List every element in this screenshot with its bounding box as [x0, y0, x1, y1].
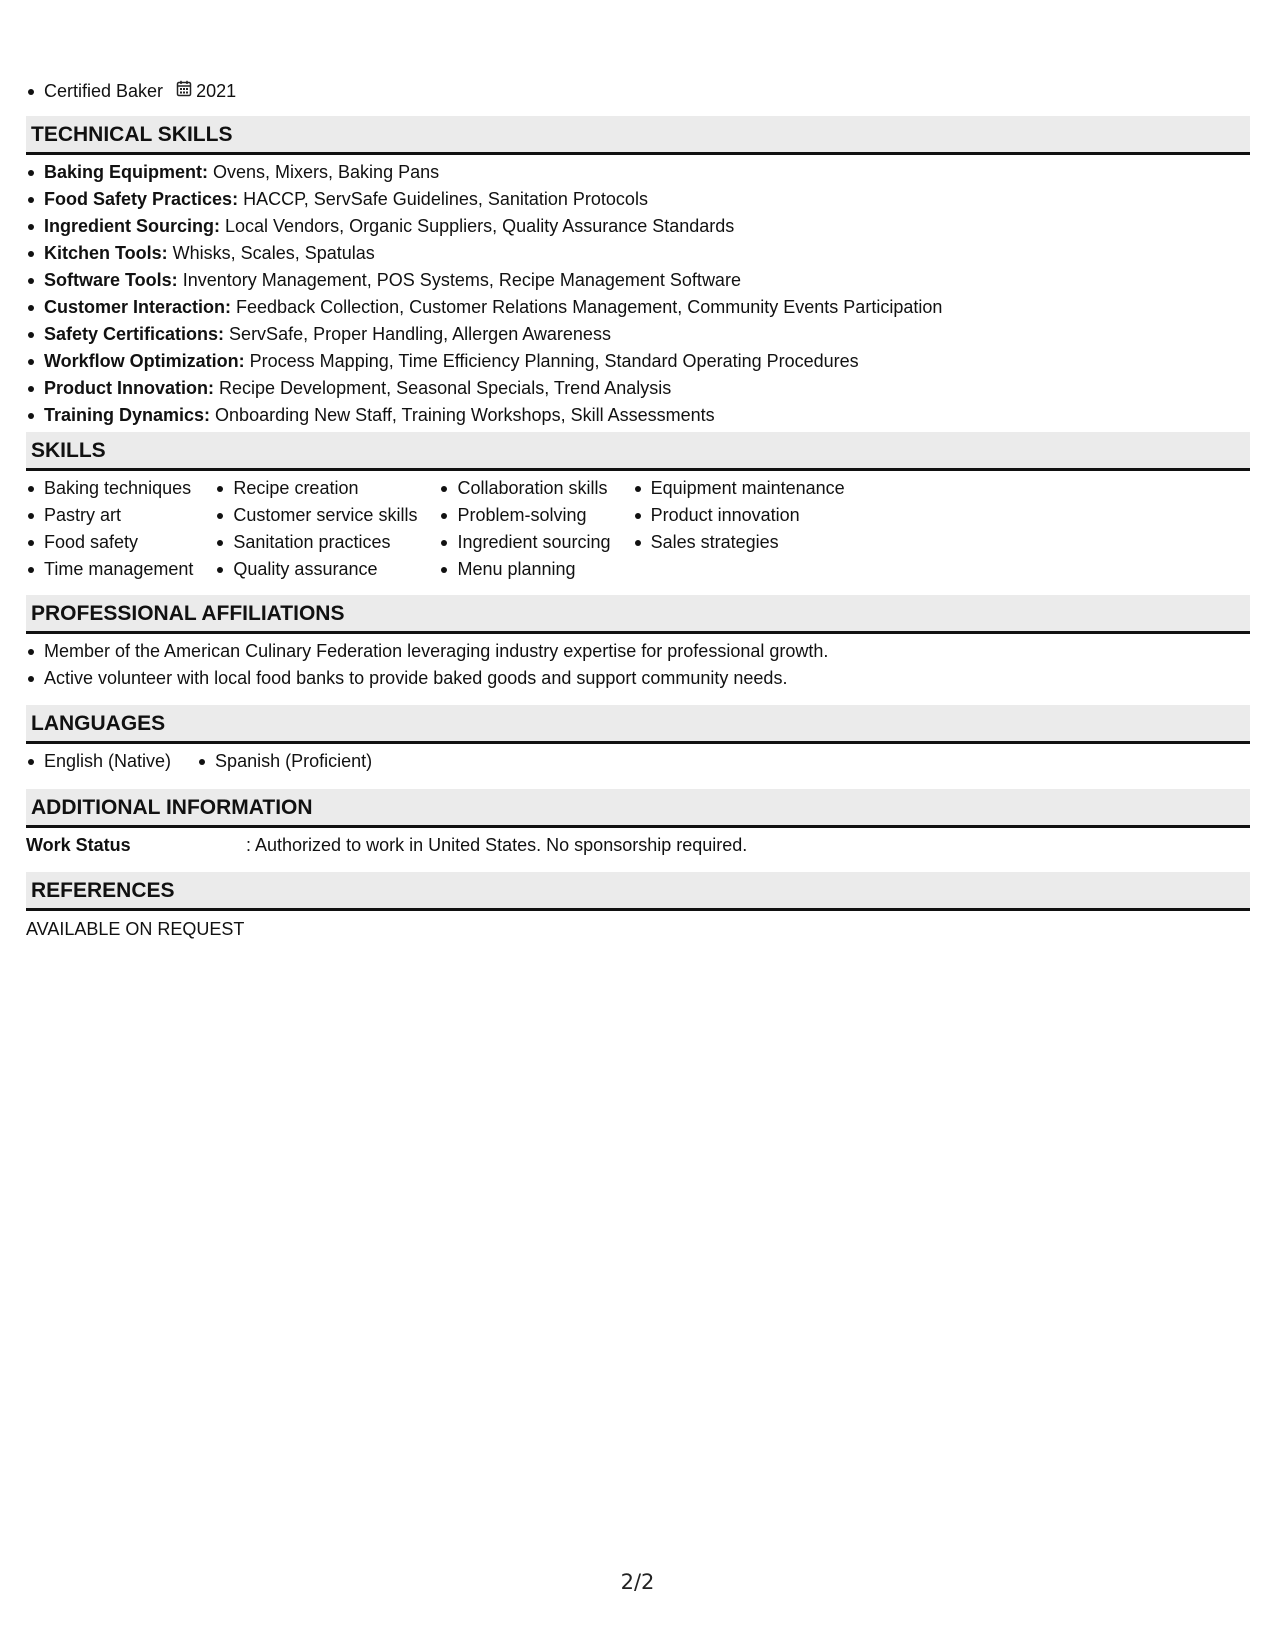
skills-heading: SKILLS [26, 432, 1250, 471]
skills-column-4 [633, 475, 845, 583]
list-item: Menu planning [439, 556, 610, 583]
list-item: Baking techniques [26, 475, 193, 502]
certification-year: 2021 [196, 81, 237, 101]
list-item: Workflow Optimization: Process Mapping, Time Efficiency Planning, Standard Operating Procedures [26, 348, 942, 375]
list-item: Active volunteer with local food banks to provide baked goods and support community needs. [26, 665, 828, 692]
references-heading: REFERENCES [26, 872, 1250, 911]
languages-list [26, 748, 398, 775]
work-status-label: Work Status [26, 835, 131, 855]
list-item: Baking Equipment: Ovens, Mixers, Baking Pans [26, 159, 942, 186]
technical-skills-list [26, 159, 942, 429]
list-item: Software Tools: Inventory Management, POS Systems, Recipe Management Software [26, 267, 942, 294]
certification-name: Certified Baker [44, 81, 164, 101]
list-item: Kitchen Tools: Whisks, Scales, Spatulas [26, 240, 942, 267]
skills-columns [26, 475, 867, 583]
skills-column-1 [26, 475, 193, 583]
list-item: Pastry art [26, 502, 193, 529]
list-item: Time management [26, 556, 193, 583]
list-item: Sales strategies [633, 529, 845, 556]
list-item: Sanitation practices [215, 529, 417, 556]
list-item: Collaboration skills [439, 475, 610, 502]
list-item: Food Safety Practices: HACCP, ServSafe Guidelines, Sanitation Protocols [26, 186, 942, 213]
list-item: Food safety [26, 529, 193, 556]
list-item: Member of the American Culinary Federation leveraging industry expertise for professional growth. [26, 638, 828, 665]
list-item: Spanish (Proficient) [197, 748, 372, 775]
certification-item [26, 78, 236, 105]
list-item: Problem-solving [439, 502, 610, 529]
page-number: 2/2 [620, 1570, 655, 1594]
affiliations-heading: PROFESSIONAL AFFILIATIONS [26, 595, 1250, 634]
list-item: Training Dynamics: Onboarding New Staff, Training Workshops, Skill Assessments [26, 402, 942, 429]
additional-info-heading: ADDITIONAL INFORMATION [26, 789, 1250, 828]
technical-skills-heading: TECHNICAL SKILLS [26, 116, 1250, 155]
list-item: Ingredient sourcing [439, 529, 610, 556]
list-item: Safety Certifications: ServSafe, Proper Handling, Allergen Awareness [26, 321, 942, 348]
list-item: English (Native) [26, 748, 171, 775]
references-text: AVAILABLE ON REQUEST [26, 919, 245, 939]
list-item: Equipment maintenance [633, 475, 845, 502]
list-item: Product Innovation: Recipe Development, Seasonal Specials, Trend Analysis [26, 375, 942, 402]
work-status-value: : Authorized to work in United States. No sponsorship required. [246, 835, 748, 855]
list-item: Recipe creation [215, 475, 417, 502]
certifications-list [26, 78, 236, 105]
languages-heading: LANGUAGES [26, 705, 1250, 744]
list-item: Quality assurance [215, 556, 417, 583]
affiliations-list [26, 638, 828, 692]
list-item: Ingredient Sourcing: Local Vendors, Organic Suppliers, Quality Assurance Standards [26, 213, 942, 240]
skills-column-2 [215, 475, 417, 583]
list-item: Product innovation [633, 502, 845, 529]
work-status-row [26, 832, 747, 859]
calendar-icon [176, 78, 192, 105]
list-item: Customer service skills [215, 502, 417, 529]
skills-column-3 [439, 475, 610, 583]
list-item: Customer Interaction: Feedback Collection, Customer Relations Management, Community Events Participation [26, 294, 942, 321]
